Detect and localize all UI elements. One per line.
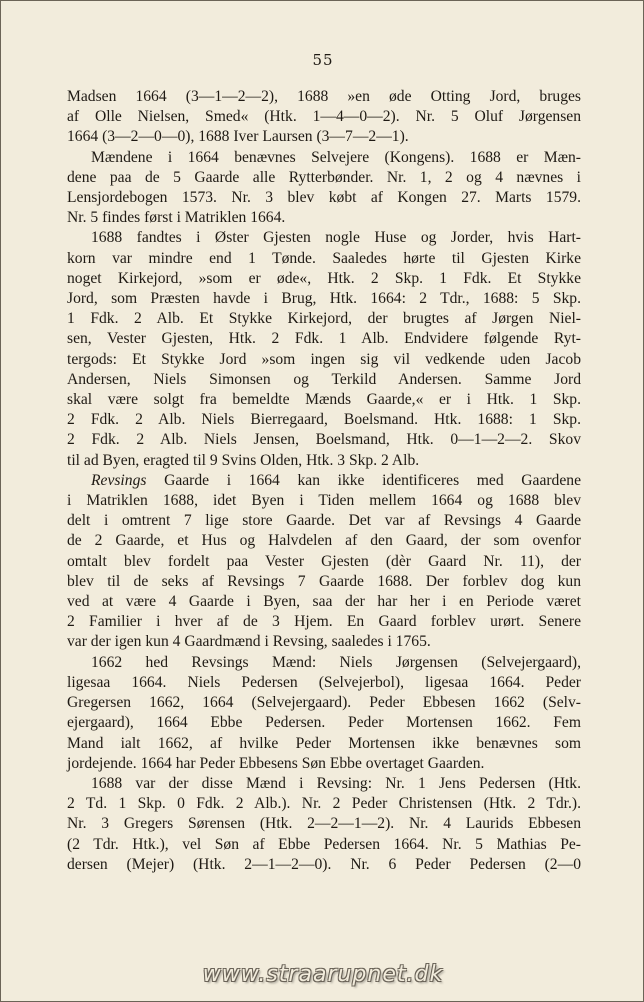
text-line-content: dene paa de 5 Gaarde alle Rytterbønder. Nr. 1, 2 og 4 nævnes i (67, 168, 581, 186)
text-line-content: delt i omtrent 7 lige store Gaarde. Det var af Revsings 4 Gaarde (67, 512, 581, 530)
text-line-content: 1 Fdk. 2 Alb. Et Stykke Kirkejord, der brugtes af Jørgen Niel- (67, 310, 581, 328)
text-line-content: jordejende. 1664 har Peder Ebbesens Søn Ebbe overtaget Gaarden. (67, 754, 485, 772)
text-line (67, 107, 581, 127)
text-line (67, 188, 581, 208)
body-text (67, 87, 581, 875)
text-line (67, 754, 581, 774)
text-line (67, 127, 581, 147)
text-line (67, 552, 581, 572)
text-line-content: 1662 hed Revsings Mænd: Niels Jørgensen (Selvejergaard), (91, 653, 581, 671)
text-line-content: Madsen 1664 (3—1—2—2), 1688 »en øde Otting Jord, bruges (67, 88, 581, 105)
text-line (67, 774, 581, 794)
text-line (67, 612, 581, 632)
text-line-content: Gaarde i 1664 kan ikke identificeres med Gaardene (146, 471, 581, 489)
text-line-content: de 2 Gaarde, et Hus og Halvdelen af den Gaard, der som ovenfor (67, 532, 581, 550)
text-line (67, 269, 581, 289)
text-line (67, 734, 581, 754)
text-line-content: 2 Fdk. 2 Alb. Niels Bierregaard, Boelsmand. Htk. 1688: 1 Skp. (67, 411, 581, 429)
text-line-content: ved at være 4 Gaarde i Byen, saa der har her i en Periode været (67, 593, 581, 611)
text-line (67, 491, 581, 511)
text-line-content: 2 Fdk. 2 Alb. Niels Jensen, Boelsmand, Htk. 0—1—2—2. Skov (67, 431, 581, 449)
text-line-content: i Matriklen 1688, idet Byen i Tiden mellem 1664 og 1688 blev (67, 492, 581, 510)
text-line-content: dersen (Mejer) (Htk. 2—1—2—0). Nr. 6 Peder Pedersen (2—0 (67, 855, 581, 873)
text-line (67, 471, 581, 491)
text-line-content: sen, Vester Gjesten, Htk. 2 Fdk. 1 Alb. Endvidere følgende Ryt- (67, 330, 581, 348)
text-line-content: Lensjordebogen 1573. Nr. 3 blev købt af Kongen 27. Marts 1579. (67, 189, 581, 207)
page-number: 55 (312, 51, 334, 69)
text-line (67, 451, 581, 471)
text-line (67, 430, 581, 450)
text-line (67, 572, 581, 592)
text-line-content: 1688 var der disse Mænd i Revsing: Nr. 1 Jens Pedersen (Htk. (91, 774, 581, 792)
text-line (67, 249, 581, 269)
text-line-content: til ad Byen, eragted til 9 Svins Olden, Htk. 3 Skp. 2 Alb. (67, 451, 420, 469)
text-line-content: 2 Td. 1 Skp. 0 Fdk. 2 Alb.). Nr. 2 Peder Christensen (Htk. 2 Tdr.). (67, 795, 581, 813)
text-line (67, 370, 581, 390)
text-line (67, 208, 581, 228)
text-line-content: 1688 fandtes i Øster Gjesten nogle Huse og Jorder, hvis Hart- (91, 229, 581, 247)
text-line (67, 289, 581, 309)
text-line (67, 148, 581, 168)
text-line (67, 632, 581, 652)
text-line (67, 794, 581, 814)
text-line (67, 329, 581, 349)
text-line (67, 350, 581, 370)
text-line-content: Nr. 3 Gregers Sørensen (Htk. 2—2—1—2). Nr. 4 Laurids Ebbesen (67, 815, 581, 833)
text-line (67, 228, 581, 248)
text-line-content: tergods: Et Stykke Jord »som ingen sig vil vedkende uden Jacob (67, 350, 581, 368)
text-line (67, 531, 581, 551)
text-line (67, 511, 581, 531)
text-line-content: noget Kirkejord, »som er øde«, Htk. 2 Skp. 1 Fdk. Et Stykke (67, 269, 581, 287)
text-line (67, 693, 581, 713)
text-line (67, 653, 581, 673)
text-line (67, 814, 581, 834)
text-line-content: ejergaard), 1664 Ebbe Pedersen. Peder Mortensen 1662. Fem (67, 714, 581, 732)
text-line-content: Nr. 5 findes først i Matriklen 1664. (67, 209, 286, 227)
text-line-content: af Olle Nielsen, Smed« (Htk. 1—4—0—2). Nr. 5 Oluf Jørgensen (67, 108, 581, 126)
text-line (67, 592, 581, 612)
text-line-content: omtalt blev fordelt paa Vester Gjesten (dèr Gaard Nr. 11), der (67, 552, 581, 570)
text-line-content: Jord, som Præsten havde i Brug, Htk. 1664: 2 Tdr., 1688: 5 Skp. (67, 290, 581, 308)
text-line-content: skal være solgt fra bemeldte Mænds Gaarde,« er i Htk. 1 Skp. (67, 391, 581, 409)
text-line-content: var der igen kun 4 Gaardmænd i Revsing, saaledes i 1765. (67, 633, 431, 651)
text-line-content: (2 Tdr. Htk.), vel Søn af Ebbe Pedersen 1664. Nr. 5 Mathias Pe- (67, 835, 581, 853)
text-line (67, 713, 581, 733)
text-line-content: Mændene i 1664 benævnes Selvejere (Kongens). 1688 er Mæn- (91, 148, 581, 166)
text-line (67, 835, 581, 855)
text-line-content: 2 Familier i hver af de 3 Hjem. En Gaard forblev urørt. Senere (67, 613, 581, 631)
text-line-content: korn var mindre end 1 Tønde. Saaledes hørte til Gjesten Kirke (67, 249, 581, 267)
text-line (67, 855, 581, 875)
text-line-content: ligesaa 1664. Niels Pedersen (Selvejerbol), ligesaa 1664. Peder (67, 673, 581, 691)
text-line (67, 390, 581, 410)
italic-place-name: Revsings (91, 471, 147, 489)
text-line (67, 410, 581, 430)
text-line-content: 1664 (3—2—0—0), 1688 Iver Laursen (3—7—2—1). (67, 128, 409, 146)
text-line (67, 87, 581, 107)
text-line (67, 309, 581, 329)
text-line-content: Mand ialt 1662, af hvilke Peder Mortensen ikke benævnes som (67, 734, 581, 752)
text-line-content: Gregersen 1662, 1664 (Selvejergaard). Peder Ebbesen 1662 (Selv- (67, 694, 581, 712)
text-line (67, 673, 581, 693)
watermark: www.straarupnet.dk (202, 962, 444, 987)
text-line-content: Andersen, Niels Simonsen og Terkild Andersen. Samme Jord (67, 370, 581, 388)
text-line-content: blev til de seks af Revsings 7 Gaarde 1688. Der forblev dog kun (67, 572, 581, 590)
text-line (67, 168, 581, 188)
